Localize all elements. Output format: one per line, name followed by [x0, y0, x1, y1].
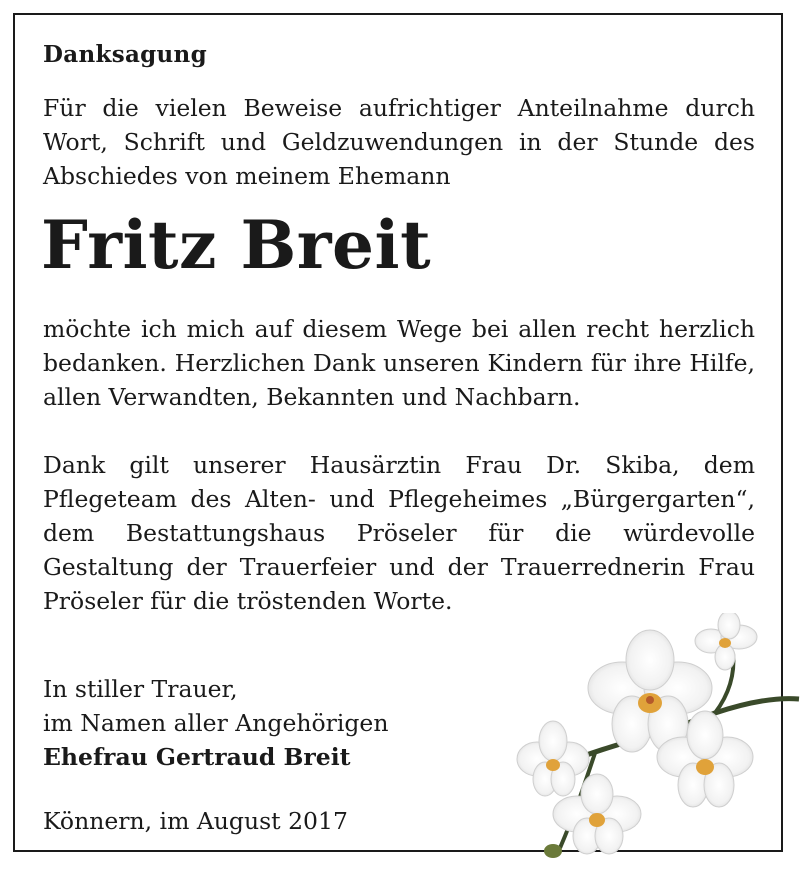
- closing-line: im Namen aller Angehörigen: [43, 709, 389, 737]
- thanks-detail-paragraph: Dank gilt unserer Hausärztin Frau Dr. Skiba, dem Pflegeteam des Alten- und Pflegeheimes „Bürgergarten“, dem Bestattungshaus Pröseler für die würdevolle Gestaltung der Trauerfeier und der Trauerrednerin Frau Pröseler für die tröstenden Worte.: [43, 451, 755, 615]
- closing-line: In stiller Trauer,: [43, 675, 238, 703]
- white-orchid-icon: [505, 613, 800, 868]
- intro-paragraph: Für die vielen Beweise aufrichtiger Anteilnahme durch Wort, Schrift und Geldzuwendungen in der Stunde des Abschiedes von meinem Ehemann: [43, 94, 755, 190]
- heading: Danksagung: [43, 41, 207, 68]
- closing-block: [43, 672, 388, 774]
- signature: Ehefrau Gertraud Breit: [43, 743, 351, 771]
- place-date: Könnern, im August 2017: [43, 807, 348, 835]
- thanks-paragraph: möchte ich mich auf diesem Wege bei allen recht herzlich bedanken. Herzlichen Dank unseren Kindern für ihre Hilfe, allen Verwandten, Bekannten und Nachbarn.: [43, 315, 755, 411]
- deceased-name: Fritz Breit: [41, 206, 432, 284]
- obituary-card: [13, 13, 783, 852]
